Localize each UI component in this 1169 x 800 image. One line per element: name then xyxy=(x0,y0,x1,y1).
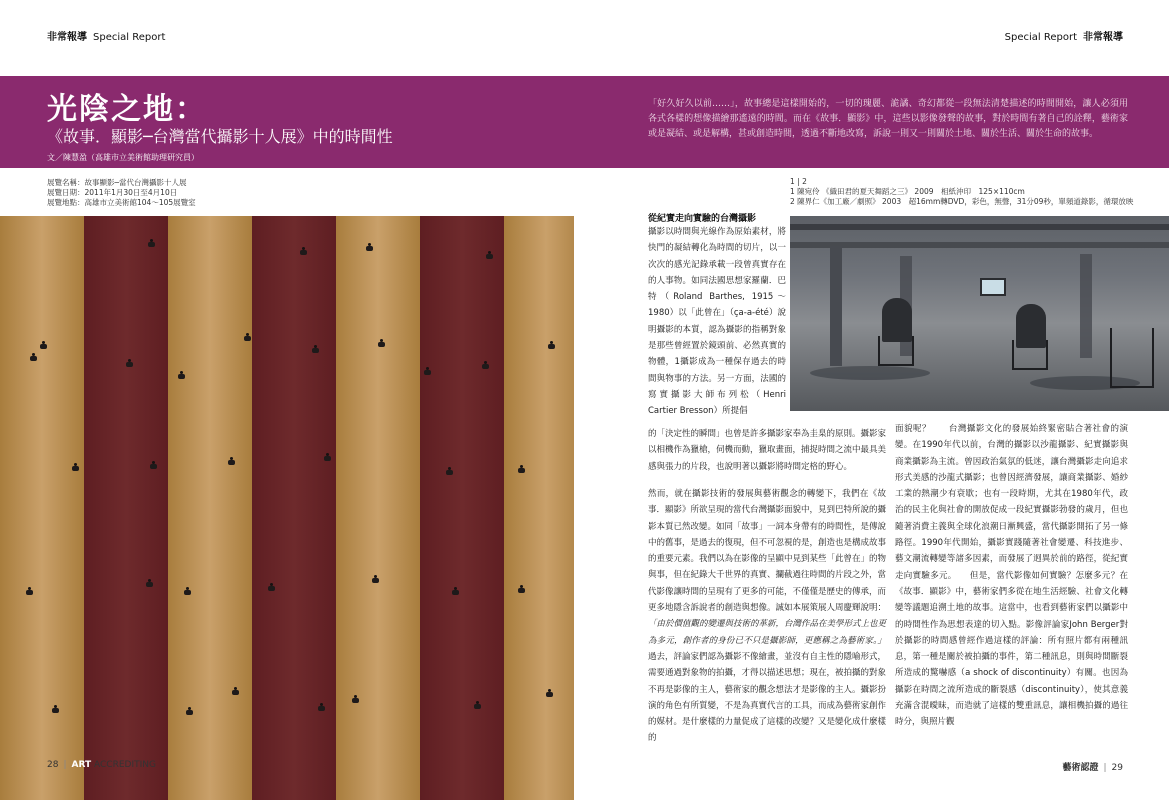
photo-person xyxy=(318,706,325,711)
photo-person xyxy=(26,590,33,595)
paragraph-3-rest: 過去，評論家們認為攝影不像繪畫，並沒有自主性的隱喻形式，需要通過對象物的拍攝，才得以描述思想；現在，被拍攝的對象不再是影像的主人，藝術家的觀念想法才是影像的主人。攝影扮演的角色有所質變，不是為真實代言的工具，而成為藝術家創作的媒材。是什麼樣的力量促成了這樣的改變？又是變化成什麼樣的 xyxy=(648,651,887,744)
photo-person xyxy=(378,342,385,347)
photo-scene-element xyxy=(1080,254,1092,358)
photo-scene-element xyxy=(878,336,914,366)
column-2-text: 面貌呢？ 台灣攝影文化的發展始終緊密貼合著社會的演變。在1990年代以前，台灣的攝影以沙龍攝影、紀實攝影與商業攝影為主流。曾因政治氣氛的低迷，讓台灣攝影走向追求形式美感的沙龍式攝影；也曾因經濟發展，讓商業攝影、婚紗工業的熱潮少有衰歇；也有一段時期，尤其在1980年代，政治的民主化與社會的開放促成一段紀實攝影勃發的歲月，但也隨著消費主義與全球化浪潮日漸興盛，當代攝影開拓了另一條路徑。1990年代開始，攝影實踐隨著社會變遷、科技進步、藝文潮流轉變等諸多因素，而發展了迥異於前的路徑，從紀實走向實驗多元。 但是，當代影像如何實驗？怎麼多元？在《故事．顯影》中，藝術家們多從在地生活經驗、社會文化轉變等議題追溯土地的故事。這當中，也看到藝術家們以攝影中的時間性作為思想表達的切入點。影像評論家John Berger對於攝影的時間感曾經作過這樣的評論：所有照片都有兩種訊息，第一種是關於被拍攝的事件，第二種訊息，則與時間斷裂所造成的驚嚇感（a shock of discontinuity）有關。也因為攝影在時間之流所造成的斷裂感（discontinuity），使其意義充滿含混曖昧，而造就了這樣的雙重訊息，讓相機拍攝的過往時分，與照片觀 xyxy=(895,424,1128,728)
header-left-zh: 非常報導 xyxy=(47,32,87,43)
article-title: 光陰之地： xyxy=(47,92,207,127)
photo-person xyxy=(300,250,307,255)
photo-scene-element xyxy=(980,278,1006,296)
photo-person xyxy=(312,348,319,353)
paragraph-1: 攝影以時間與光線作為原始素材，將快門的凝結轉化為時間的切片，以一次次的感光記錄承載一段曾真實存在的人事物。如同法國思想家羅蘭．巴特（Roland Barthes, 1915～1980）以「此曾在」（ça-a-été）說明攝影的本質，認為攝影的指稱對象是那些曾經置於鏡頭前、必然真實的物體，1攝影成為一種保存過去的時間與物事的方法。另一方面，法國的寫實攝影大師布列松（Henri Cartier Bresson）所提倡 xyxy=(648,227,786,417)
photo-person xyxy=(486,254,493,259)
photo-person xyxy=(546,692,553,697)
photo-person xyxy=(482,364,489,369)
photo-person xyxy=(244,336,251,341)
article-intro: 「好久好久以前……」，故事總是這樣開始的，一切的瑰麗、詭譎、奇幻都從一段無法清楚描述的時間開始，讓人必須用各式各樣的想像描繪那遙遠的時間。而在《故事．顯影》中，這些以影像發聲的故事，對於時間有著自己的詮釋，藝術家或是凝結、或是解構，甚或創造時間，透過不斷地改寫，訴說一則又一則關於土地、關於生活、關於生命的故事。 xyxy=(648,99,1128,139)
paragraph-3-lead: 然而，就在攝影技術的發展與藝術觀念的轉變下，我們在《故事．顯影》所欲呈現的當代台灣攝影面貌中，見到巴特所說的攝影本質已然改變。如同「故事」一詞本身帶有的時間性，是傳說中的舊事，是過去的復現，但不可忽視的是，創造也是構成故事的重要元素。我們以為在影像的呈顯中見到某些「此曾在」的物與事，但在紀錄大千世界的真實、攔截過往時間的片段之外，當代影像讓時間的呈現有了更多的可能，不僅僅是歷史的傳承，而更多地隱含訴說者的創造與想像。誠如本展策展人周慶輝說明： xyxy=(648,489,887,614)
photo-person xyxy=(518,468,525,473)
exhibition-dates: 展覽日期：2011年1月30日至4月10日 xyxy=(47,188,178,197)
photo-person xyxy=(40,344,47,349)
photo-person xyxy=(268,586,275,591)
footer-brand-rest: ACCREDITING xyxy=(94,760,156,770)
exhibition-name: 展覽名稱：故事顯影─當代台灣攝影十人展 xyxy=(47,178,187,187)
caption-2: 2 陳界仁《加工廠／劇照》 2003 超16mm轉DVD，彩色，無聲，31分09秒，單頻道錄影，循環放映 xyxy=(790,197,1134,206)
section-heading: 從紀實走向實驗的台灣攝影 xyxy=(648,214,757,224)
article-subtitle: 《故事．顯影─台灣當代攝影十人展》中的時間性 xyxy=(47,127,393,146)
photo-person xyxy=(452,590,459,595)
photo-person xyxy=(228,460,235,465)
photo-person xyxy=(52,708,59,713)
photo-person xyxy=(446,470,453,475)
footer-brand-bold: ART xyxy=(71,760,92,770)
curator-quote: 「由於價值觀的變遷與技術的革新，台灣作品在美學形式上也更為多元，創作者的身份已不只是攝影師，更應稱之為藝術家。」 xyxy=(648,619,887,646)
paragraph-3 xyxy=(648,486,886,747)
paragraph-2: 的「決定性的瞬間」也曾是許多攝影家奉為圭臬的原則。攝影家以相機作為獵槍，伺機而動，獵取畫面，捕捉時間之流中最具美感與張力的片段，也說明著以攝影將時間定格的野心。 xyxy=(648,429,887,472)
photo-person xyxy=(178,374,185,379)
footer-brand-zh: 藝術認證 xyxy=(1062,763,1099,773)
photo-person xyxy=(30,356,37,361)
caption-index: 1 | 2 xyxy=(790,177,807,186)
photo-captions xyxy=(790,177,1133,207)
article-author: 文／陳慧盈（高雄市立美術館助理研究員） xyxy=(47,153,199,162)
photo-person xyxy=(232,690,239,695)
photo-person xyxy=(150,464,157,469)
photo-scene-element xyxy=(1012,340,1048,370)
photo-person xyxy=(324,456,331,461)
exhibition-info xyxy=(47,178,196,208)
photo-person xyxy=(366,246,373,251)
header-left-en: Special Report xyxy=(93,32,166,43)
header-right-en: Special Report xyxy=(1004,32,1077,43)
photo-person xyxy=(518,588,525,593)
photo-person xyxy=(184,590,191,595)
footer-left: 28 | ART ACCREDITING xyxy=(47,760,156,770)
running-header-left xyxy=(47,28,165,43)
running-header-right xyxy=(1005,28,1123,43)
page-number-left: 28 xyxy=(47,760,59,770)
photo-scene-element xyxy=(810,366,930,380)
header-right-zh: 非常報導 xyxy=(1083,32,1123,43)
photo-person xyxy=(548,344,555,349)
photo-person xyxy=(148,242,155,247)
photo-person xyxy=(372,578,379,583)
photo-person xyxy=(352,698,359,703)
exhibition-venue: 展覽地點：高雄市立美術館104～105展覽室 xyxy=(47,198,196,207)
photo-scene-element xyxy=(790,224,1169,230)
photo-person xyxy=(72,466,79,471)
photo-scene-element xyxy=(790,242,1169,248)
caption-1: 1 陳宛伶 《織田君的夏天舞蹈之三》 2009 相紙沖印 125×110cm xyxy=(790,187,1025,196)
photo-person xyxy=(146,582,153,587)
page-number-right: 29 xyxy=(1111,763,1123,773)
factory-film-still xyxy=(790,216,1169,411)
photo-person xyxy=(126,362,133,367)
footer-right: 藝術認證 | 29 xyxy=(1062,763,1123,773)
photo-person xyxy=(186,710,193,715)
photo-scene-element xyxy=(830,246,842,366)
photo-scene-element xyxy=(1110,328,1154,388)
aerial-dance-photo xyxy=(0,216,574,800)
photo-person xyxy=(474,704,481,709)
photo-person xyxy=(424,370,431,375)
